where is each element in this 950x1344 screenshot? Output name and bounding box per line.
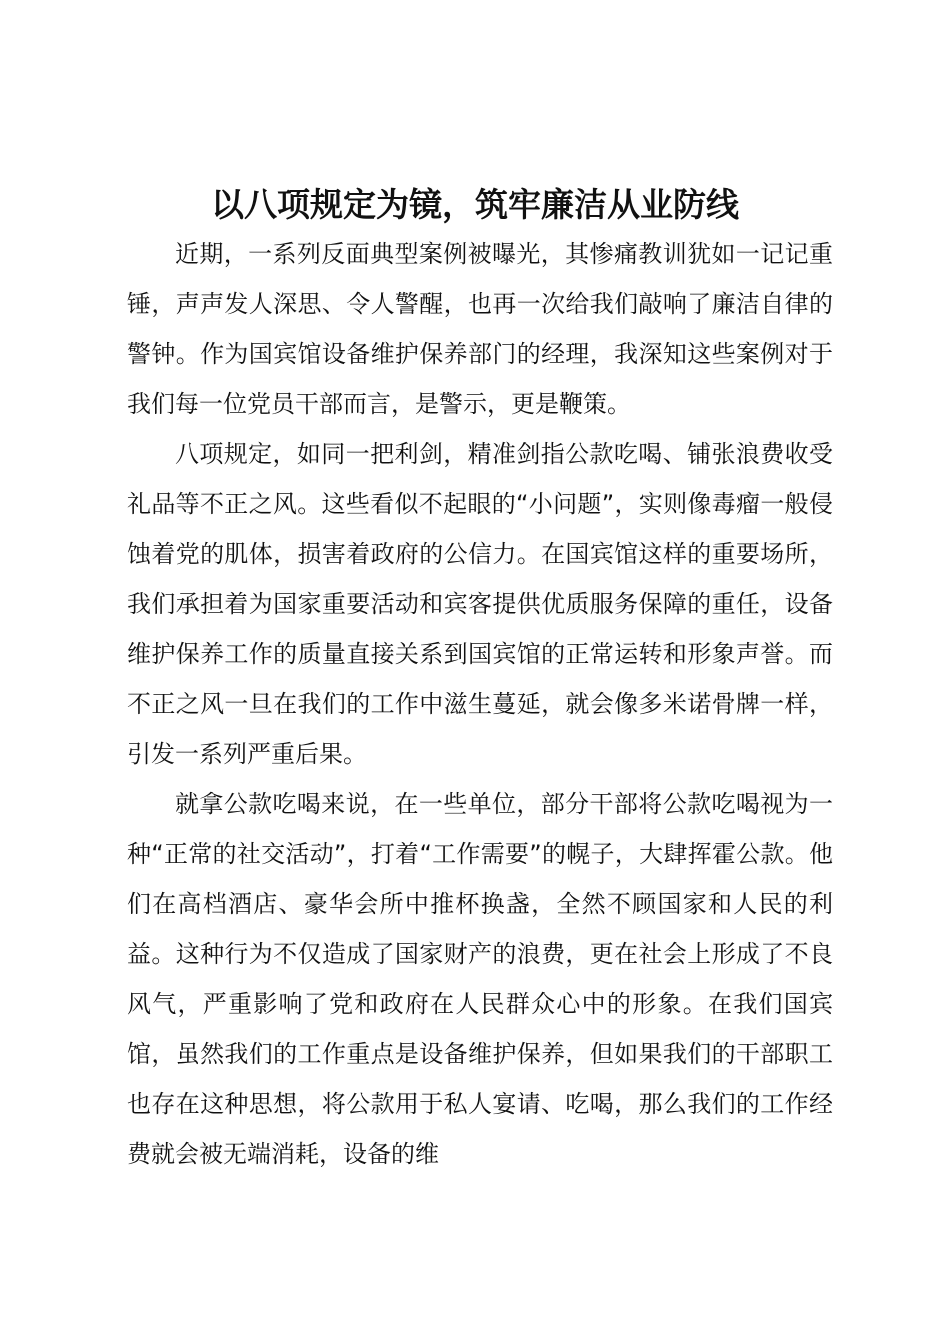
document-body: [127, 229, 833, 1179]
paragraph-3: 就拿公款吃喝来说，在一些单位，部分干部将公款吃喝视为一种“正常的社交活动”，打着“工作需要”的幌子，大肆挥霍公款。他们在高档酒店、豪华会所中推杯换盏，全然不顾国家和人民的利益。这种行为不仅造成了国家财产的浪费，更在社会上形成了不良风气，严重影响了党和政府在人民群众心中的形象。在我们国宾馆，虽然我们的工作重点是设备维护保养，但如果我们的干部职工也存在这种思想，将公款用于私人宴请、吃喝，那么我们的工作经费就会被无端消耗，设备的维: [127, 790, 833, 1168]
paragraph-2: 八项规定，如同一把利剑，精准剑指公款吃喝、铺张浪费收受礼品等不正之风。这些看似不起眼的“小问题”，实则像毒瘤一般侵蚀着党的肌体，损害着政府的公信力。在国宾馆这样的重要场所，我们承担着为国家重要活动和宾客提供优质服务保障的重任，设备维护保养工作的质量直接关系到国宾馆的正常运转和形象声誉。而不正之风一旦在我们的工作中滋生蔓延，就会像多米诺骨牌一样，引发一系列严重后果。: [127, 440, 833, 768]
paragraph-1: 近期，一系列反面典型案例被曝光，其惨痛教训犹如一记记重锤，声声发人深思、令人警醒，也再一次给我们敲响了廉洁自律的警钟。作为国宾馆设备维护保养部门的经理，我深知这些案例对于我们每一位党员干部而言，是警示，更是鞭策。: [127, 240, 833, 418]
document-title: 以八项规定为镜，筑牢廉洁从业防线: [211, 185, 739, 224]
